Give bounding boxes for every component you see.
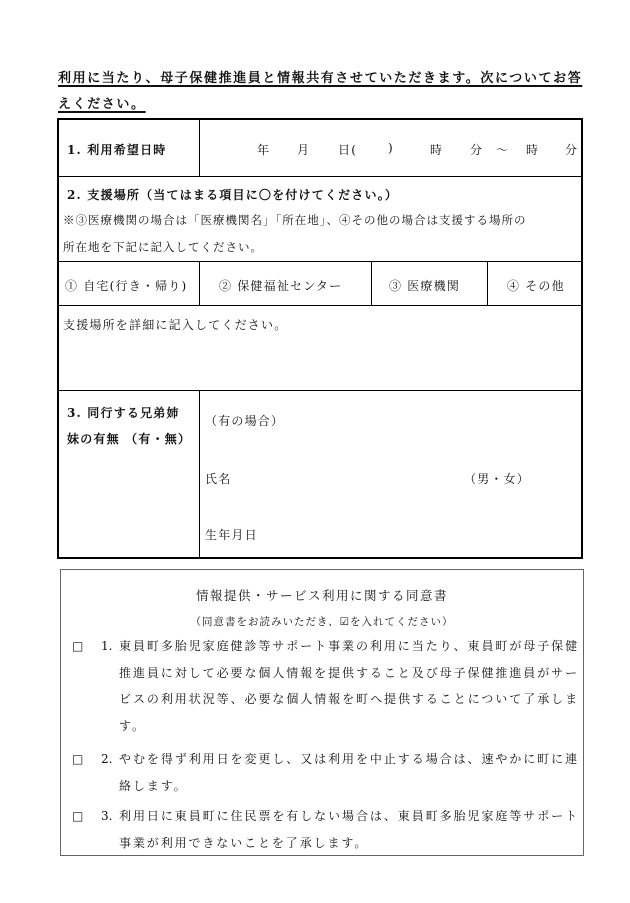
location-detail-input[interactable] [59, 335, 581, 389]
consent-title: 情報提供・サービス利用に関する同意書 [195, 588, 448, 603]
section2-note-2: 所在地を下記に記入してください。 [63, 240, 263, 254]
consent-item-text: 利用日に東員町に住民票を有しない場合は、東員町多胎児家庭等サポート事業が利用できないことを了承します。 [119, 809, 579, 850]
dob-label: 生年月日 [205, 528, 258, 542]
minute-unit: 分 [470, 143, 484, 157]
consent-checkbox[interactable]: □ [72, 752, 84, 766]
divider [59, 305, 581, 306]
year-unit: 年 [257, 143, 271, 157]
option-medical-institution[interactable]: ③ 医療機関 [389, 279, 461, 293]
consent-checkbox[interactable]: □ [72, 809, 84, 823]
section3-label-2[interactable]: 妹の有無 （有・無） [67, 432, 192, 446]
option-other[interactable]: ④ その他 [507, 279, 565, 293]
divider [199, 390, 200, 559]
consent-item-number: 3. [101, 809, 113, 823]
consent-item-number: 2. [101, 752, 113, 766]
weekday-close: ) [388, 141, 394, 155]
consent-item [69, 746, 577, 800]
divider [59, 390, 581, 391]
application-form [57, 118, 583, 559]
gender-choice[interactable]: （男・女） [464, 472, 531, 486]
section1-label: 1. 利用希望日時 [67, 143, 167, 157]
consent-item-text: 東員町多胎児家庭健診等サポート事業の利用に当たり、東員町が母子保健推進員に対して必要な個人情報を提供すること及び母子保健推進員がサービスの利用状況等、必要な個人情報を町へ提供することについて了承します。 [119, 639, 579, 733]
minute-unit-2: 分 [565, 143, 579, 157]
if-yes-label: （有の場合） [205, 414, 285, 428]
option-home[interactable]: ① 自宅(行き・帰り) [65, 279, 188, 293]
sibling-dob-input[interactable] [269, 518, 569, 546]
consent-item-number: 1. [101, 639, 113, 653]
divider [199, 261, 200, 305]
divider [371, 261, 372, 305]
month-unit: 月 [297, 143, 311, 157]
sibling-name-input[interactable] [239, 462, 459, 490]
consent-item [69, 803, 577, 857]
consent-box [60, 569, 584, 856]
date-time-field[interactable] [200, 120, 583, 176]
section2-note: ※③医療機関の場合は「医療機関名」「所在地」、④その他の場合は支援する場所の [63, 213, 527, 227]
hour-unit-2: 時 [526, 143, 540, 157]
location-detail-prompt: 支援場所を詳細に記入してください。 [63, 318, 288, 332]
day-unit: 日( [338, 143, 358, 157]
consent-checkbox[interactable]: □ [72, 639, 84, 653]
consent-item-text: やむを得ず利用日を変更し、又は利用を中止する場合は、速やかに町に連絡します。 [119, 752, 579, 793]
section2-heading: 2. 支援場所（当てはまる項目に〇を付けてください。） [67, 188, 399, 202]
option-health-center[interactable]: ② 保健福祉センター [219, 279, 343, 293]
hour-unit: 時 [430, 143, 444, 157]
section3-label: 3. 同行する兄弟姉 [67, 406, 180, 420]
range-tilde: ～ [496, 143, 510, 157]
divider [487, 261, 488, 305]
divider [59, 176, 581, 177]
name-label: 氏名 [205, 472, 232, 486]
consent-subtitle: （同意書をお読みいただき、☑を入れてください） [190, 616, 454, 628]
consent-item [69, 633, 577, 739]
intro-text: 利用に当たり、母子保健推進員と情報共有させていただきます。次についてお答えください。 [58, 71, 583, 112]
divider [59, 261, 581, 262]
